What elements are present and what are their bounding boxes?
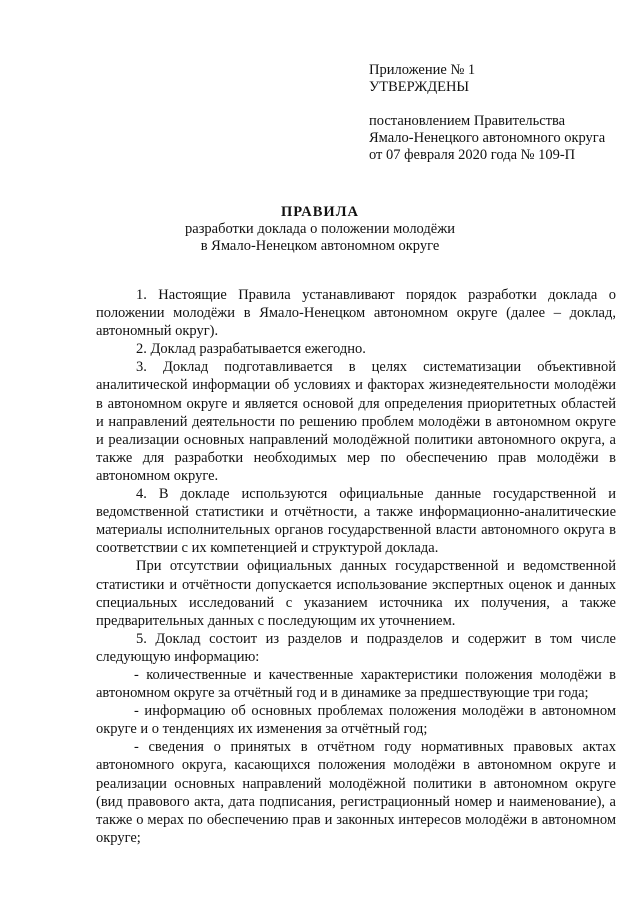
list-item: - информацию об основных проблемах положения молодёжи в автономном округе и о тенденциях их изменения за отчётный год;	[96, 703, 616, 738]
document-title: ПРАВИЛА	[281, 204, 359, 220]
appendix-stamp	[369, 62, 629, 164]
document-subtitle-line2: в Ямало-Ненецком автономном округе	[200, 238, 440, 254]
document-subtitle-line1: разработки доклада о положении молодёжи	[185, 221, 455, 237]
resolution-date: от 07 февраля 2020 года № 109-П	[369, 147, 576, 163]
paragraph-1: 1. Настоящие Правила устанавливают порядок разработки доклада о положении молодёжи в Ямало-Ненецком автономном округе (далее – доклад, автономный округ).	[96, 287, 616, 340]
paragraph-2: 2. Доклад разрабатывается ежегодно.	[136, 341, 366, 358]
paragraph-4-continuation: При отсутствии официальных данных государственной и ведомственной статистики и отчётности допускается использование экспертных оценок и данных специальных исследований с указанием источника их получения, а также предварительных данных с последующим их уточнением.	[96, 558, 616, 629]
government-line: Ямало-Ненецкого автономного округа	[369, 130, 606, 146]
paragraph-4: 4. В докладе используются официальные данные государственной и ведомственной статистики и отчётности, а также информационно-аналитические материалы исполнительных органов государственной власти автономного округа в соответствии с их компетенцией и структурой доклада.	[96, 486, 616, 557]
paragraph-3: 3. Доклад подготавливается в целях систематизации объективной аналитической информации об условиях и факторах жизнедеятельности молодёжи в автономном округе и является основой для определения приоритетных областей и направлений деятельности по решению проблем молодёжи в автономном округе и реализации основных направлений молодёжной политики автономного округа, а также для разработки необходимых мер по обеспечению прав молодёжи в автономном округе.	[96, 359, 616, 484]
document-heading	[0, 204, 640, 255]
resolution-line: постановлением Правительства	[369, 113, 566, 129]
appendix-number: Приложение № 1	[369, 62, 476, 78]
list-item: - количественные и качественные характеристики положения молодёжи в автономном округе за отчётный год и в динамике за предшествующие три года;	[96, 666, 616, 702]
list-item: - сведения о принятых в отчётном году нормативных правовых актах автономного округа, касающихся положения молодёжи в автономном округе и реализации основных направлений молодёжной политики в автономном округе (вид правового акта, дата подписания, регистрационный номер и наименование), а также о мерах по обеспечению прав и законных интересов молодёжи в автономном округе;	[96, 739, 616, 846]
document-body	[96, 286, 616, 847]
paragraph-5: 5. Доклад состоит из разделов и подразделов и содержит в том числе следующую информацию:	[96, 630, 616, 665]
approved-label: УТВЕРЖДЕНЫ	[369, 79, 470, 95]
